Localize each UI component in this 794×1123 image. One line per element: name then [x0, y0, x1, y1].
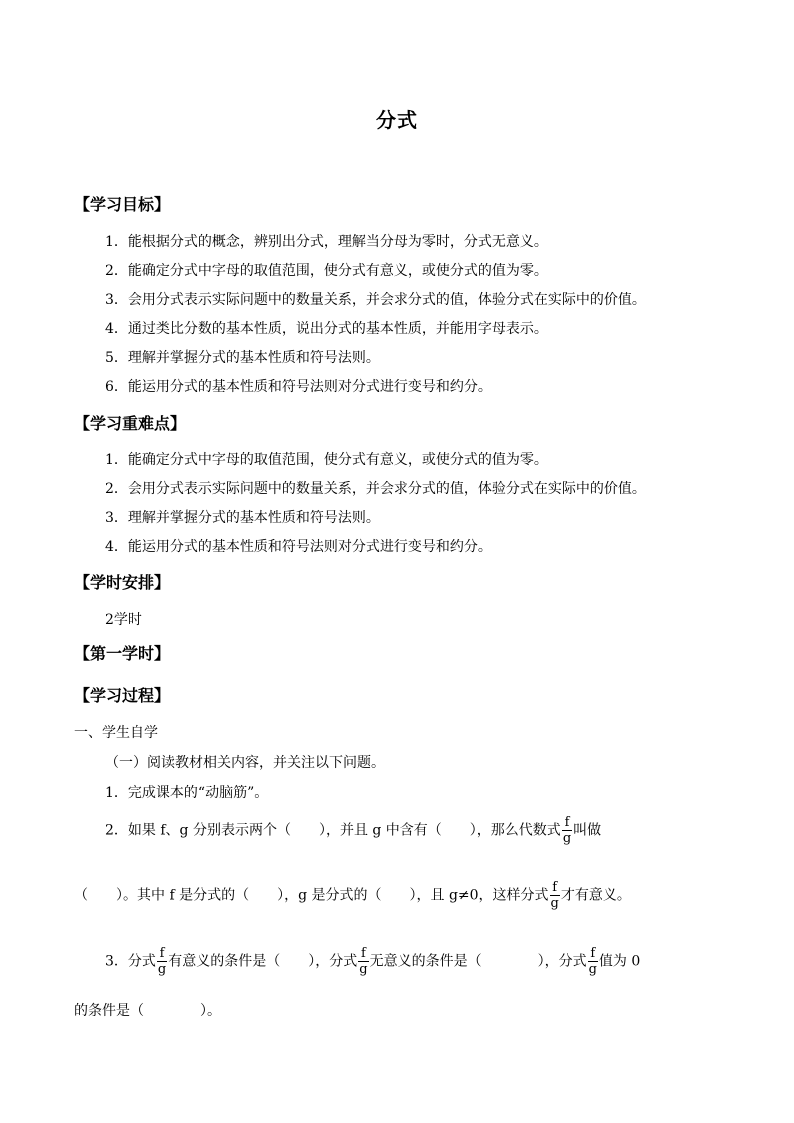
question-1: 1．完成课本的“动脑筋”。	[105, 785, 269, 801]
heading-learning-process: 【学习过程】	[74, 686, 171, 705]
question-3-text-a: 3．分式	[105, 953, 156, 970]
part-heading: 一、学生自学	[74, 725, 158, 741]
fraction-denominator: g	[562, 831, 572, 846]
question-3-text-c: 无意义的条件是（ ），分式	[369, 953, 587, 970]
fraction-f-over-g	[550, 880, 560, 911]
key-point-item: 3．理解并掌握分式的基本性质和符号法则。	[105, 510, 380, 526]
question-2-text-a: 2．如果 f、g 分别表示两个（ ），并且 g 中含有（ ），那么代数式	[105, 822, 561, 839]
question-3-text-d: 值为 0	[598, 953, 641, 970]
key-point-item: 1．能确定分式中字母的取值范围，使分式有意义，或使分式的值为零。	[105, 452, 548, 468]
page-title: 分式	[376, 108, 418, 132]
goal-item: 3．会用分式表示实际问题中的数量关系，并会求分式的值，体验分式在实际中的价值。	[105, 292, 646, 308]
question-2-text-b: 叫做	[573, 822, 602, 839]
question-2-line-2	[74, 880, 631, 911]
fraction-numerator: f	[550, 880, 560, 896]
goal-item: 2．能确定分式中字母的取值范围，使分式有意义，或使分式的值为零。	[105, 263, 548, 279]
goal-item: 6．能运用分式的基本性质和符号法则对分式进行变号和约分。	[105, 379, 492, 395]
fraction-denominator: g	[588, 962, 597, 977]
schedule-text: 2学时	[105, 612, 142, 628]
fraction-denominator: g	[550, 896, 559, 911]
key-point-item: 4．能运用分式的基本性质和符号法则对分式进行变号和约分。	[105, 539, 492, 555]
fraction-denominator: g	[359, 962, 368, 977]
heading-schedule: 【学时安排】	[74, 573, 171, 592]
heading-first-period: 【第一学时】	[74, 644, 171, 663]
fraction-denominator: g	[157, 962, 167, 977]
question-2-text-c: （ ）。其中 f 是分式的（ ），g 是分式的（ ），且 g≠0，这样分式	[74, 887, 549, 904]
subsection-text: （一）阅读教材相关内容，并关注以下问题。	[105, 755, 385, 771]
fraction-numerator: f	[358, 946, 368, 962]
goal-item: 1．能根据分式的概念，辨别出分式，理解当分母为零时，分式无意义。	[105, 234, 548, 250]
key-point-item: 2．会用分式表示实际问题中的数量关系，并会求分式的值，体验分式在实际中的价值。	[105, 481, 646, 497]
heading-learning-goals: 【学习目标】	[74, 195, 171, 214]
question-3-text-b: 有意义的条件是（ ），分式	[168, 953, 358, 970]
fraction-numerator: f	[157, 946, 167, 962]
fraction-f-over-g	[588, 946, 598, 977]
fraction-f-over-g	[157, 946, 167, 977]
question-2-line-1	[105, 815, 601, 846]
heading-key-points: 【学习重难点】	[74, 414, 187, 433]
fraction-f-over-g	[358, 946, 368, 977]
question-2-text-d: 才有意义。	[560, 887, 631, 904]
fraction-f-over-g	[562, 815, 572, 846]
fraction-numerator: f	[562, 815, 572, 831]
goal-item: 5．理解并掌握分式的基本性质和符号法则。	[105, 350, 380, 366]
fraction-numerator: f	[588, 946, 598, 962]
question-3-line-2: 的条件是（ ）。	[74, 1003, 221, 1019]
question-3-line-1	[105, 946, 640, 977]
goal-item: 4．通过类比分数的基本性质，说出分式的基本性质，并能用字母表示。	[105, 321, 548, 337]
